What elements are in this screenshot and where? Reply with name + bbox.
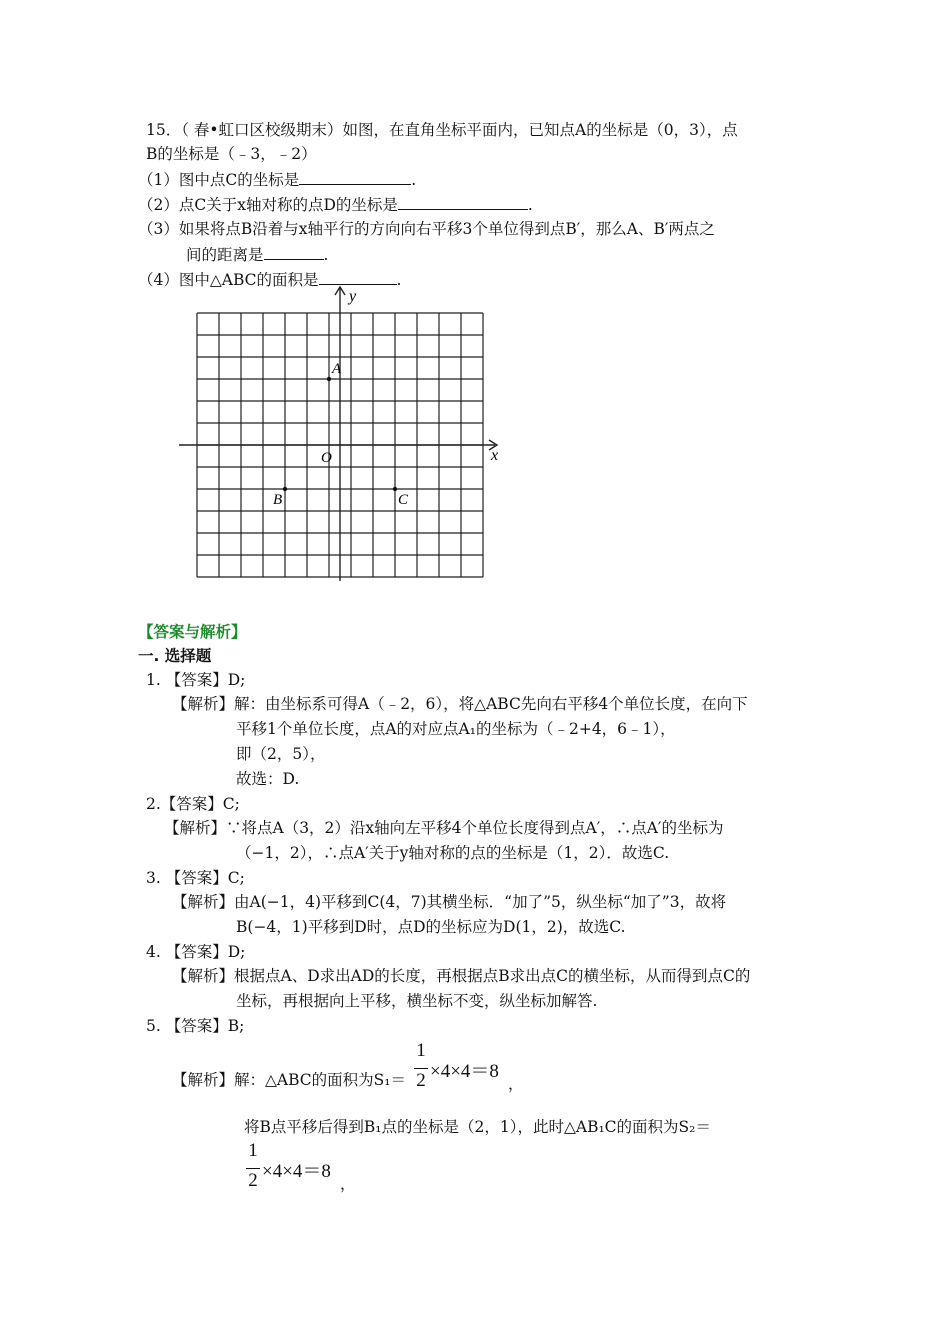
answer-blank-3[interactable] [264, 244, 324, 260]
sub-question-1-text: （1）图中点C的坐标是 [138, 171, 300, 189]
answer-3-line-2: B(−4，1)平移到D时，点D的坐标应为D(1，2)，故选C. [236, 918, 626, 936]
answer-blank-2[interactable] [398, 194, 528, 210]
point-label-c: C [398, 492, 409, 508]
plotted-points [273, 361, 409, 508]
fraction-1-denominator: 2 [416, 1070, 426, 1091]
section-title: 一. 选择题 [138, 647, 212, 665]
question-line-1: 15．（ 春•虹口区校级期末）如图，在直角坐标平面内，已知点A的坐标是（0，3），点 [146, 121, 738, 139]
fraction-1-numerator: 1 [416, 1040, 426, 1061]
point-b [283, 487, 287, 491]
answer-blank-4[interactable] [319, 269, 397, 285]
sub-question-2-period: . [527, 196, 533, 214]
fraction-2-bar [246, 1168, 260, 1169]
point-label-b: B [273, 492, 283, 508]
x-axis-label: x [491, 447, 499, 464]
fraction-2-rest: ×4×4＝8 [262, 1161, 331, 1182]
sub-question-3-line-1: （3）如果将点B沿着与x轴平行的方向向右平移3个单位得到点B′，那么A、B′两点之 [138, 220, 715, 238]
fraction-1-rest: ×4×4＝8 [430, 1061, 499, 1082]
answer-1-line-3: 即（2，5）， [236, 745, 326, 763]
answer-5-comma-2: ， [340, 1175, 356, 1193]
coordinate-grid [175, 285, 505, 585]
fraction-2-numerator: 1 [248, 1140, 258, 1161]
sub-question-3-text: 间的距离是 [186, 246, 264, 264]
answer-2-head: 2.【答案】C; [146, 795, 240, 813]
answer-2-line-2: （−1，2），∴点A′关于y轴对称的点的坐标是（1，2）．故选C. [236, 844, 670, 862]
origin-label: O [321, 450, 332, 466]
answer-4-line-2: 坐标，再根据向上平移，横坐标不变，纵坐标加解答. [236, 992, 598, 1010]
sub-question-1 [138, 169, 416, 190]
answer-1-line-2: 平移1个单位长度，点A的对应点A₁的坐标为（﹣2+4，6﹣1）， [236, 720, 676, 738]
answer-4-line-1: 【解析】根据点A、D求出AD的长度，再根据点B求出点C的横坐标，从而得到点C的 [172, 967, 751, 985]
point-label-a: A [332, 361, 342, 377]
answer-1-line-4: 故选：D. [236, 770, 300, 788]
sub-question-1-period: . [411, 171, 417, 189]
answer-2-line-1: 【解析】∵将点A（3，2）沿x轴向左平移4个单位长度得到点A′，∴点A′的坐标为 [164, 819, 724, 837]
sub-question-4-text: （4）图中△ABC的面积是 [138, 271, 319, 289]
sub-question-2-text: （2）点C关于x轴对称的点D的坐标是 [138, 196, 398, 214]
answer-5-line-2: 将B点平移后得到B₁点的坐标是（2，1），此时△AB₁C的面积为S₂＝ [244, 1118, 711, 1136]
answer-5-line-1: 【解析】解：△ABC的面积为S₁＝ [172, 1071, 406, 1089]
question-line-2: B的坐标是（﹣3，﹣2） [146, 145, 317, 163]
answer-5-head: 5. 【答案】B; [146, 1017, 245, 1035]
sub-question-4-period: . [396, 271, 402, 289]
answer-4-head: 4. 【答案】D; [146, 943, 246, 961]
answer-3-line-1: 【解析】由A(−1，4)平移到C(4，7)其横坐标．“加了”5，纵坐标“加了”3，故将 [172, 893, 727, 911]
answers-heading: 【答案与解析】 [138, 623, 247, 641]
point-a [327, 377, 331, 381]
point-c [393, 487, 397, 491]
y-axis-label: y [349, 288, 357, 305]
answer-1-line-1: 【解析】解：由坐标系可得A（﹣2，6），将△ABC先向右平移4个单位长度，在向下 [172, 695, 748, 713]
sub-question-3-line-2 [186, 244, 328, 265]
answer-5-comma-1: ， [508, 1075, 524, 1093]
answer-1-head: 1. 【答案】D; [146, 671, 246, 689]
sub-question-2 [138, 194, 533, 215]
answer-blank-1[interactable] [299, 169, 411, 185]
sub-question-3-period: . [323, 246, 329, 264]
axes [179, 287, 498, 581]
fraction-1-bar [414, 1068, 428, 1069]
fraction-2-denominator: 2 [248, 1170, 258, 1191]
answer-3-head: 3. 【答案】C; [146, 869, 245, 887]
